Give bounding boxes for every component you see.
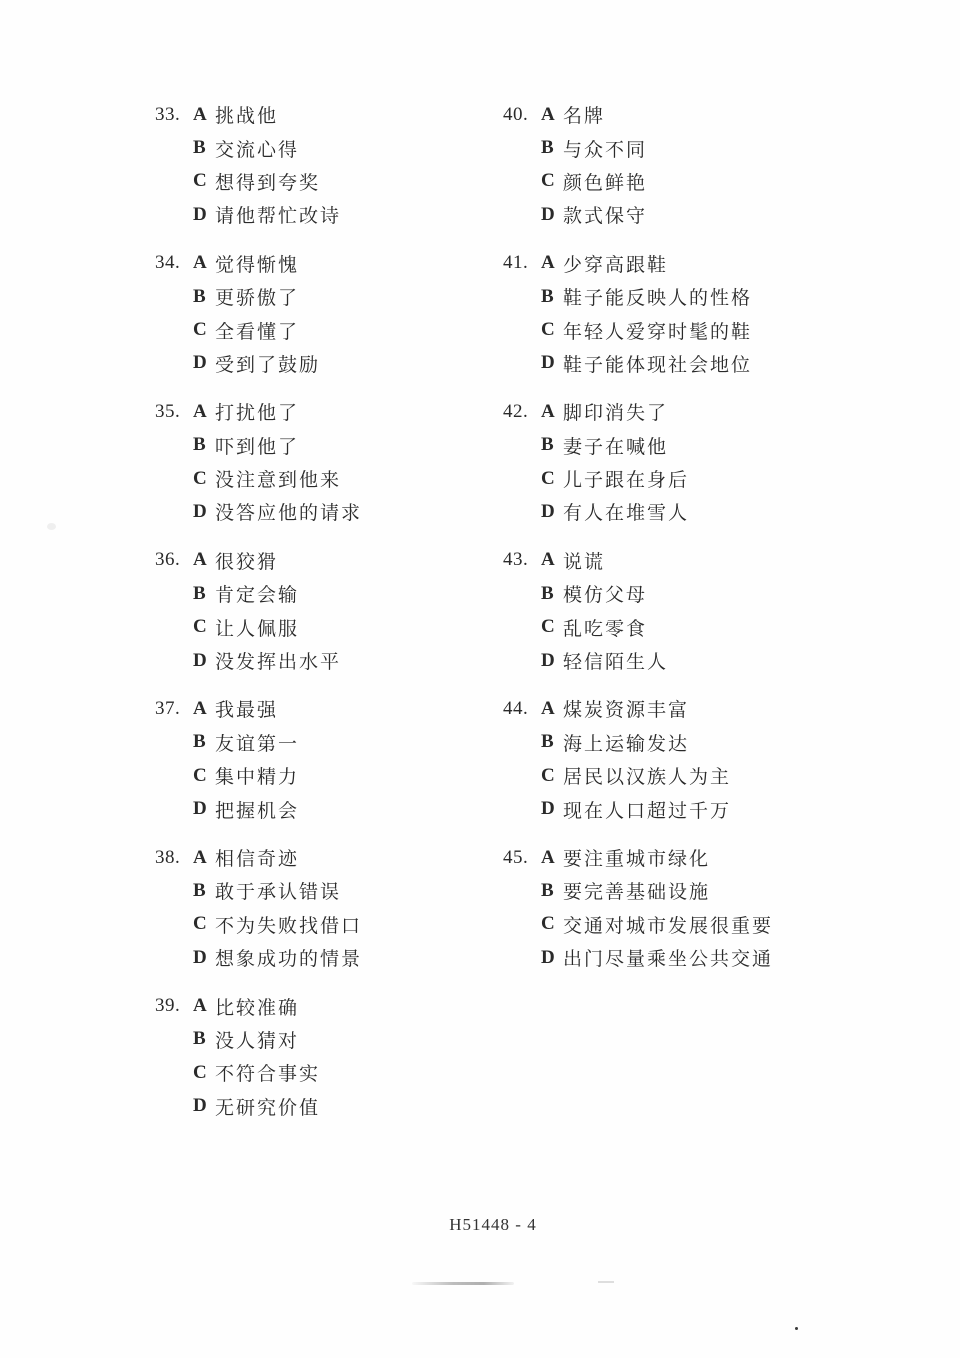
option-letter: C (541, 319, 555, 341)
option-text: 相信奇迹 (215, 849, 300, 870)
option-row (503, 792, 923, 825)
option-row (155, 544, 500, 577)
option-row (503, 577, 923, 610)
option-text: 说谎 (563, 551, 606, 573)
option-row (503, 495, 923, 528)
option-letter: D (541, 798, 555, 820)
question-37 (155, 692, 500, 826)
option-letter: C (541, 913, 555, 935)
question-35 (155, 395, 500, 529)
option-text: 更骄傲了 (215, 288, 300, 310)
option-letter: D (193, 798, 207, 820)
option-row (155, 841, 500, 874)
option-row (155, 726, 500, 759)
option-row (155, 98, 500, 131)
option-letter: B (541, 285, 554, 307)
option-letter: A (541, 103, 555, 125)
option-text: 少穿高跟鞋 (563, 254, 669, 276)
option-row (155, 874, 500, 907)
option-row (503, 726, 923, 759)
option-letter: D (193, 500, 207, 522)
option-row (503, 347, 923, 380)
option-text: 有人在堆雪人 (563, 503, 690, 525)
option-row (155, 908, 500, 941)
option-text: 要完善基础设施 (563, 882, 711, 904)
option-text: 我最强 (215, 700, 279, 722)
option-row (503, 908, 923, 941)
option-text: 妻子在喊他 (563, 436, 669, 458)
option-row (155, 395, 500, 428)
option-letter: B (193, 879, 206, 901)
option-row (503, 313, 923, 346)
option-letter: C (541, 467, 555, 489)
question-number: 41. (503, 252, 529, 274)
option-letter: D (193, 352, 207, 374)
option-row (155, 1090, 500, 1123)
scan-ink-dot (795, 1327, 798, 1330)
option-row (155, 989, 500, 1022)
option-row (503, 395, 923, 428)
option-letter: A (193, 846, 207, 868)
option-row (155, 280, 500, 313)
question-column-right (503, 98, 923, 989)
option-row (503, 841, 923, 874)
question-number: 38. (155, 846, 181, 868)
option-text: 挑战他 (215, 106, 279, 128)
option-letter: A (193, 549, 207, 571)
question-number: 40. (503, 103, 529, 125)
option-letter: C (193, 913, 207, 935)
option-letter: B (541, 434, 554, 456)
option-text: 鞋子能体现社会地位 (563, 354, 753, 376)
option-text: 没人猜对 (215, 1030, 300, 1052)
question-number: 33. (155, 103, 181, 125)
option-letter: A (193, 697, 207, 719)
option-letter: A (541, 549, 555, 571)
option-text: 想得到夸奖 (215, 172, 321, 194)
option-text: 款式保守 (563, 206, 648, 228)
option-text: 吓到他了 (215, 436, 300, 458)
option-letter: B (193, 137, 206, 159)
question-number: 37. (155, 697, 181, 719)
option-text: 交通对城市发展很重要 (563, 915, 774, 937)
option-text: 全看懂了 (215, 321, 300, 343)
option-row (503, 131, 923, 164)
question-38 (155, 841, 500, 975)
question-number: 45. (503, 846, 529, 868)
option-row (503, 759, 923, 792)
option-text: 不为失败找借口 (215, 915, 363, 937)
option-row (503, 544, 923, 577)
option-text: 颜色鲜艳 (563, 172, 648, 194)
option-letter: D (193, 203, 207, 225)
option-row (155, 1023, 500, 1056)
option-row (155, 644, 500, 677)
option-text: 名牌 (563, 106, 606, 128)
option-letter: C (193, 1061, 207, 1083)
option-row (155, 941, 500, 974)
option-letter: D (541, 203, 555, 225)
question-column-left (155, 98, 500, 1138)
option-row (155, 165, 500, 198)
option-letter: C (541, 170, 555, 192)
option-letter: B (193, 582, 206, 604)
option-text: 出门尽量乘坐公共交通 (563, 949, 774, 971)
question-43 (503, 544, 923, 678)
option-letter: C (193, 616, 207, 638)
option-row (503, 692, 923, 725)
option-letter: C (193, 764, 207, 786)
option-letter: A (541, 400, 555, 422)
option-text: 年轻人爱穿时髦的鞋 (563, 321, 753, 343)
option-row (155, 759, 500, 792)
option-letter: B (541, 731, 554, 753)
question-44 (503, 692, 923, 826)
question-number: 43. (503, 549, 529, 571)
option-text: 鞋子能反映人的性格 (563, 288, 753, 310)
option-row (155, 131, 500, 164)
option-letter: D (541, 352, 555, 374)
option-text: 要注重城市绿化 (563, 849, 711, 870)
option-row (155, 462, 500, 495)
option-row (155, 247, 500, 280)
option-letter: A (541, 252, 555, 274)
option-letter: B (193, 731, 206, 753)
question-number: 34. (155, 252, 181, 274)
option-letter: A (541, 697, 555, 719)
question-number: 36. (155, 549, 181, 571)
option-letter: B (541, 137, 554, 159)
option-row (503, 610, 923, 643)
option-row (503, 165, 923, 198)
question-34 (155, 247, 500, 381)
question-45 (503, 841, 923, 975)
option-letter: A (193, 995, 207, 1017)
option-text: 受到了鼓励 (215, 354, 321, 376)
option-text: 无研究价值 (215, 1097, 321, 1119)
question-36 (155, 544, 500, 678)
option-row (155, 313, 500, 346)
option-text: 乱吃零食 (563, 618, 648, 640)
option-row (503, 98, 923, 131)
option-text: 轻信陌生人 (563, 652, 669, 674)
option-letter: A (193, 400, 207, 422)
option-text: 现在人口超过千万 (563, 800, 732, 822)
option-letter: D (541, 649, 555, 671)
option-text: 不符合事实 (215, 1064, 321, 1086)
option-letter: D (541, 500, 555, 522)
option-text: 友谊第一 (215, 733, 300, 755)
option-text: 觉得惭愧 (215, 254, 300, 276)
option-text: 没注意到他来 (215, 470, 342, 492)
option-row (503, 644, 923, 677)
option-text: 把握机会 (215, 800, 300, 822)
option-row (155, 347, 500, 380)
option-letter: B (193, 434, 206, 456)
option-text: 交流心得 (215, 139, 300, 161)
option-text: 煤炭资源丰富 (563, 700, 690, 722)
question-42 (503, 395, 923, 529)
question-39 (155, 989, 500, 1123)
option-text: 肯定会输 (215, 585, 300, 607)
option-letter: A (541, 846, 555, 868)
option-text: 比较准确 (215, 997, 300, 1019)
option-text: 集中精力 (215, 767, 300, 789)
option-text: 没发挥出水平 (215, 652, 342, 674)
option-row (503, 280, 923, 313)
option-row (503, 462, 923, 495)
option-letter: A (193, 103, 207, 125)
option-letter: C (541, 616, 555, 638)
option-text: 没答应他的请求 (215, 503, 363, 525)
option-letter: A (193, 252, 207, 274)
option-text: 打扰他了 (215, 403, 300, 425)
scan-smudge-spot (47, 523, 56, 530)
option-row (155, 792, 500, 825)
option-row (155, 610, 500, 643)
option-letter: C (193, 170, 207, 192)
option-row (503, 247, 923, 280)
option-row (503, 429, 923, 462)
option-row (503, 941, 923, 974)
question-number: 44. (503, 697, 529, 719)
option-text: 海上运输发达 (563, 733, 690, 755)
option-text: 想象成功的情景 (215, 949, 363, 971)
scan-smudge-line-small (598, 1281, 614, 1283)
option-text: 敢于承认错误 (215, 882, 342, 904)
question-40 (503, 98, 923, 232)
option-text: 脚印消失了 (563, 403, 669, 425)
option-letter: B (541, 582, 554, 604)
option-text: 模仿父母 (563, 585, 648, 607)
question-33 (155, 98, 500, 232)
option-letter: D (193, 649, 207, 671)
option-row (155, 577, 500, 610)
question-number: 39. (155, 995, 181, 1017)
option-letter: C (193, 319, 207, 341)
option-text: 与众不同 (563, 139, 648, 161)
option-letter: B (193, 1028, 206, 1050)
option-row (503, 198, 923, 231)
option-text: 居民以汉族人为主 (563, 767, 732, 789)
option-letter: B (541, 879, 554, 901)
option-text: 很狡猾 (215, 551, 279, 573)
option-text: 让人佩服 (215, 618, 300, 640)
question-number: 42. (503, 400, 529, 422)
option-letter: D (193, 1095, 207, 1117)
scan-smudge-line (412, 1282, 514, 1285)
option-row (155, 198, 500, 231)
question-number: 35. (155, 400, 181, 422)
question-41 (503, 247, 923, 381)
page-footer: H51448 - 4 (449, 1215, 537, 1234)
option-text: 请他帮忙改诗 (215, 206, 342, 228)
option-text: 儿子跟在身后 (563, 470, 690, 492)
option-letter: B (193, 285, 206, 307)
option-row (155, 1056, 500, 1089)
option-letter: C (193, 467, 207, 489)
option-row (155, 495, 500, 528)
option-row (155, 692, 500, 725)
option-letter: D (541, 946, 555, 968)
option-row (503, 874, 923, 907)
option-letter: D (193, 946, 207, 968)
option-letter: C (541, 764, 555, 786)
option-row (155, 429, 500, 462)
